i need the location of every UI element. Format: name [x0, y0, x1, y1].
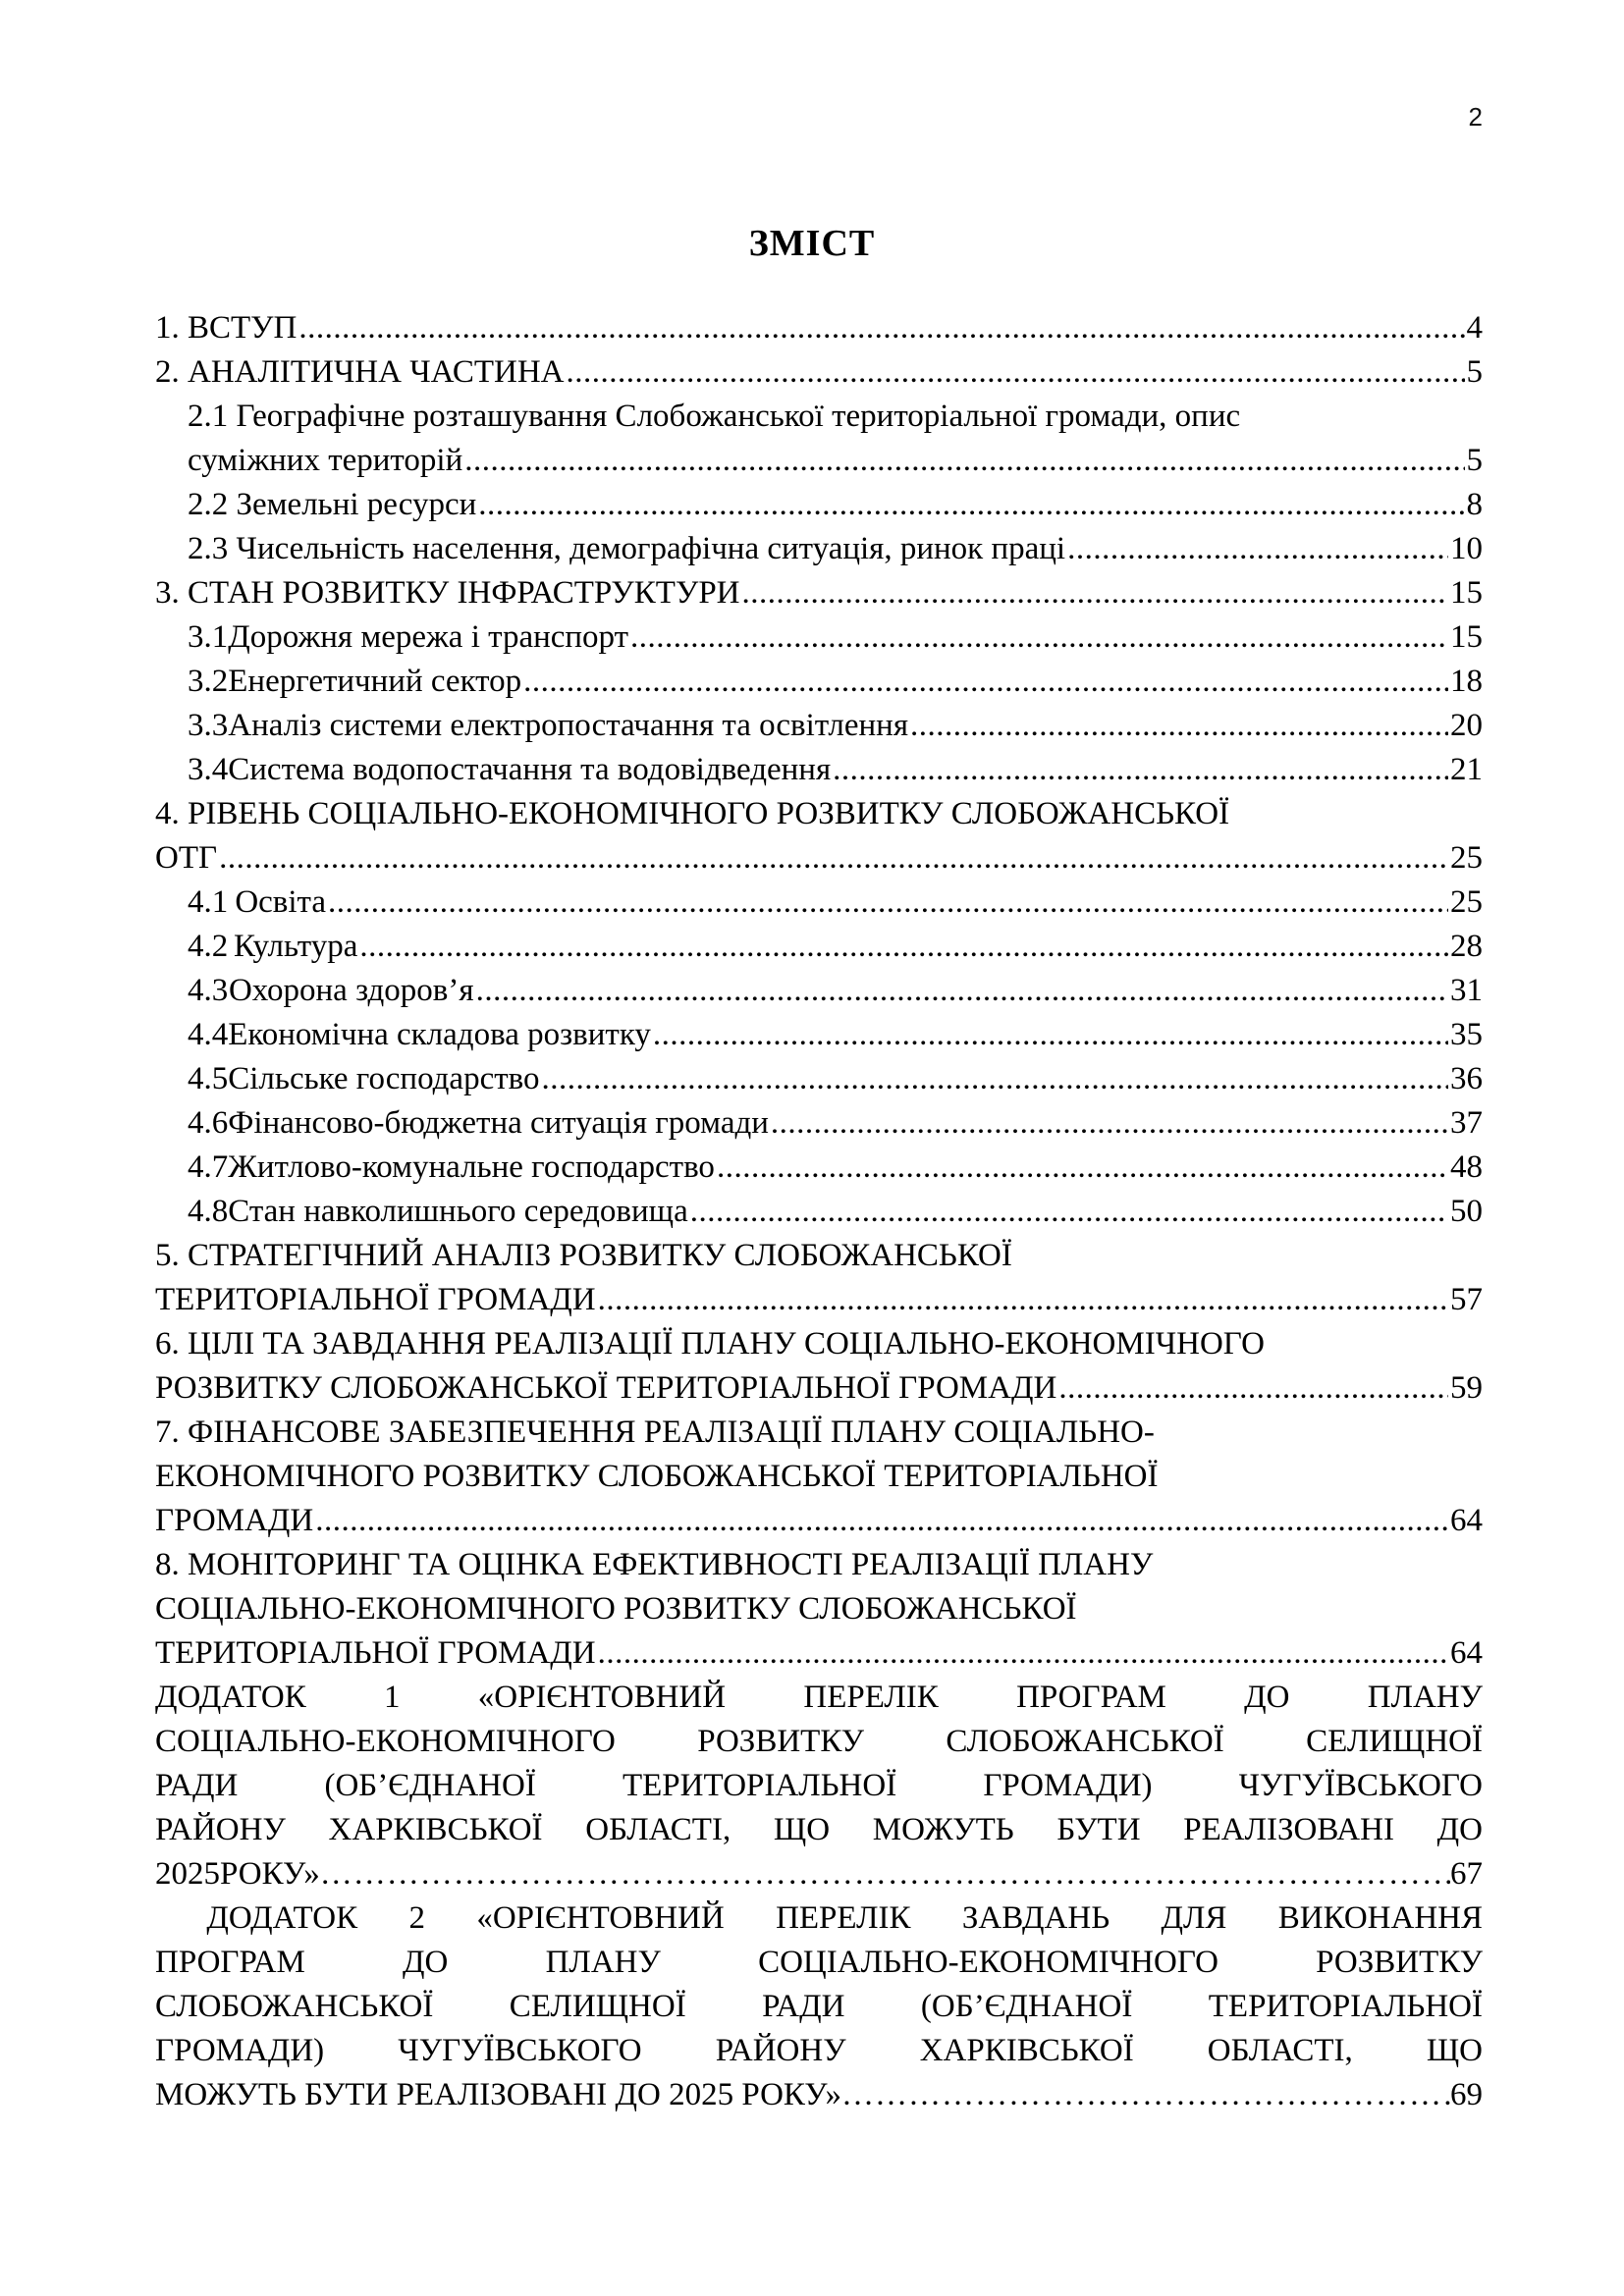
toc-entry-last-line	[155, 1499, 1483, 1543]
toc-entry-last-line	[155, 2073, 1483, 2117]
toc-page-number: 69	[1450, 2077, 1483, 2112]
toc-entry-appendix-1[interactable]	[155, 1676, 1483, 1896]
toc-page-number: 37	[1450, 1105, 1483, 1141]
toc-entry-last-line	[155, 1631, 1483, 1676]
toc-leader-dots	[717, 1146, 1448, 1190]
toc-page-number: 59	[1450, 1370, 1483, 1406]
toc-page-number: 64	[1450, 1635, 1483, 1671]
toc-page-number: 35	[1450, 1017, 1483, 1052]
toc-entry-title: 1. ВСТУП	[155, 310, 298, 346]
toc-page-number: 5	[1466, 354, 1483, 390]
toc-entry-number: 4.1	[188, 884, 229, 920]
toc-leader-dots	[328, 881, 1448, 925]
toc-entry-financing[interactable]	[155, 1411, 1483, 1543]
toc-page-number: 4	[1466, 310, 1483, 346]
toc-leader-dots	[653, 1013, 1448, 1057]
toc-page-number: 31	[1450, 973, 1483, 1008]
toc-leader-dots	[523, 660, 1448, 704]
toc-entry-title-line: ТЕРИТОРІАЛЬНОЇ ГРОМАДИ	[155, 1635, 596, 1671]
toc-entry-title: Освіта	[235, 884, 327, 920]
toc-entry-title-line: СОЦІАЛЬНО-ЕКОНОМІЧНОГО РОЗВИТКУ СЛОБОЖАНСЬКОЇ	[155, 1591, 1077, 1627]
toc-entry-title-line: ДОДАТОК 1 «ОРІЄНТОВНИЙ ПЕРЕЛІК ПРОГРАМ ДО ПЛАНУ	[155, 1680, 1483, 1715]
toc-entry-last-line	[155, 1852, 1483, 1896]
toc-leader-dots	[320, 1852, 1450, 1896]
toc-page-number: 10	[1450, 531, 1483, 566]
toc-entry-title-line: РОЗВИТКУ СЛОБОЖАНСЬКОЇ ТЕРИТОРІАЛЬНОЇ ГРОМАДИ	[155, 1370, 1057, 1406]
toc-page-number: 15	[1450, 575, 1483, 611]
toc-entry-number: 3.1	[188, 619, 229, 655]
toc-leader-dots	[630, 615, 1448, 660]
toc-entry-education[interactable]	[155, 881, 1483, 925]
toc-leader-dots	[476, 969, 1448, 1013]
toc-page-number: 25	[1450, 840, 1483, 876]
toc-leader-dots	[1067, 527, 1448, 571]
toc-page-number: 25	[1450, 884, 1483, 920]
toc-entry-title-line: РАДИ (ОБ’ЄДНАНОЇ ТЕРИТОРІАЛЬНОЇ ГРОМАДИ) ЧУГУЇВСЬКОГО	[155, 1768, 1483, 1803]
toc-entry-number: 4.8	[188, 1194, 229, 1229]
toc-entry-title-line: РАЙОНУ ХАРКІВСЬКОЇ ОБЛАСТІ, ЩО МОЖУТЬ БУТИ РЕАЛІЗОВАНІ ДО	[155, 1812, 1483, 1847]
toc-entry-environment[interactable]	[155, 1190, 1483, 1234]
toc-page-number: 28	[1450, 929, 1483, 964]
toc-entry-title: Аналіз системи електропостачання та освітлення	[228, 708, 909, 743]
toc-entry-title: Дорожня мережа і транспорт	[228, 619, 629, 655]
toc-entry-land-resources[interactable]	[155, 483, 1483, 527]
toc-entry-water[interactable]	[155, 748, 1483, 792]
toc-leader-dots	[841, 2073, 1450, 2117]
toc-entry-healthcare[interactable]	[155, 969, 1483, 1013]
toc-entry-number: 3.3	[188, 708, 229, 743]
toc-leader-dots	[567, 350, 1465, 395]
toc-entry-title-line: МОЖУТЬ БУТИ РЕАЛІЗОВАНІ ДО 2025 РОКУ»	[155, 2077, 842, 2112]
toc-entry-title-line: 2.1 Географічне розташування Слобожанської територіальної громади, опис	[188, 399, 1241, 434]
toc-leader-dots	[219, 836, 1448, 881]
toc-page-number: 48	[1450, 1149, 1483, 1185]
toc-entry-appendix-2[interactable]	[155, 1896, 1483, 2117]
toc-page-number: 50	[1450, 1194, 1483, 1229]
toc-entry-roads[interactable]	[155, 615, 1483, 660]
toc-entry-geography[interactable]	[155, 395, 1483, 483]
toc-leader-dots	[464, 439, 1464, 483]
toc-entry-monitoring[interactable]	[155, 1543, 1483, 1676]
toc-entry-last-line	[155, 1278, 1483, 1322]
toc-entry-title: Фінансово-бюджетна ситуація громади	[228, 1105, 769, 1141]
toc-entry-title-line: 5. СТРАТЕГІЧНИЙ АНАЛІЗ РОЗВИТКУ СЛОБОЖАНСЬКОЇ	[155, 1238, 1012, 1273]
toc-entry-title: 3. СТАН РОЗВИТКУ ІНФРАСТРУКТУРИ	[155, 575, 740, 611]
toc-entry-number: 4.5	[188, 1061, 229, 1096]
toc-entry-title: Житлово-комунальне господарство	[228, 1149, 715, 1185]
toc-leader-dots	[598, 1631, 1448, 1676]
toc-page-number: 18	[1450, 664, 1483, 699]
toc-entry-title: Економічна складова розвитку	[228, 1017, 651, 1052]
toc-entry-last-line	[155, 836, 1483, 881]
toc-leader-dots	[298, 306, 1464, 350]
toc-page-number: 36	[1450, 1061, 1483, 1096]
toc-entry-title: 2.3 Чисельність населення, демографічна ситуація, ринок праці	[188, 531, 1066, 566]
toc-entry-title: 2.2 Земельні ресурси	[188, 487, 477, 522]
toc-page-number: 64	[1450, 1503, 1483, 1538]
toc-entry-number: 3.2	[188, 664, 229, 699]
toc-leader-dots	[690, 1190, 1448, 1234]
toc-page-number: 21	[1450, 752, 1483, 787]
toc-entry-title-line: 7. ФІНАНСОВЕ ЗАБЕЗПЕЧЕННЯ РЕАЛІЗАЦІЇ ПЛАНУ СОЦІАЛЬНО-	[155, 1415, 1155, 1450]
toc-entry-number: 4.7	[188, 1149, 229, 1185]
toc-page-number: 57	[1450, 1282, 1483, 1317]
toc-leader-dots	[542, 1057, 1448, 1101]
toc-entry-last-line	[155, 1366, 1483, 1411]
toc-entry-housing[interactable]	[155, 1146, 1483, 1190]
toc-entry-title: Культура	[233, 929, 358, 964]
toc-entry-socio-economic-level[interactable]	[155, 792, 1483, 881]
toc-entry-title: Охорона здоров’я	[228, 973, 474, 1008]
toc-page-number: 8	[1466, 487, 1483, 522]
toc-entry-title: 2. АНАЛІТИЧНА ЧАСТИНА	[155, 354, 565, 390]
toc-entry-title-line: ДОДАТОК 2 «ОРІЄНТОВНИЙ ПЕРЕЛІК ЗАВДАНЬ ДЛЯ ВИКОНАННЯ	[155, 1900, 1483, 1936]
toc-leader-dots	[598, 1278, 1448, 1322]
toc-leader-dots	[910, 704, 1448, 748]
toc-entry-goals[interactable]	[155, 1322, 1483, 1411]
toc-entry-analytical-part[interactable]	[155, 350, 1483, 395]
toc-entry-title-line: ЕКОНОМІЧНОГО РОЗВИТКУ СЛОБОЖАНСЬКОЇ ТЕРИТОРІАЛЬНОЇ	[155, 1459, 1159, 1494]
toc-leader-dots	[742, 571, 1448, 615]
toc-page-number: 20	[1450, 708, 1483, 743]
page-number: 2	[1468, 102, 1483, 132]
toc-entry-title-line: 2025РОКУ»	[155, 1856, 320, 1892]
toc-leader-dots	[771, 1101, 1448, 1146]
toc-entry-introduction[interactable]	[155, 306, 1483, 350]
toc-entry-number: 4.4	[188, 1017, 229, 1052]
toc-leader-dots	[833, 748, 1448, 792]
toc-entry-number: 4.3	[188, 973, 229, 1008]
page-title: ЗМІСТ	[748, 223, 876, 264]
toc-entry-number: 4.2	[188, 929, 229, 964]
toc-entry-title-line: ОТГ	[155, 840, 218, 876]
toc-entry-title-line: ГРОМАДИ	[155, 1503, 314, 1538]
toc-leader-dots	[359, 925, 1448, 969]
toc-entry-finance[interactable]	[155, 1101, 1483, 1146]
toc-entry-title: Енергетичний сектор	[228, 664, 522, 699]
toc-entry-agriculture[interactable]	[155, 1057, 1483, 1101]
toc-leader-dots	[1058, 1366, 1448, 1411]
toc-entry-population[interactable]	[155, 527, 1483, 571]
toc-entry-title: Система водопостачання та водовідведення	[228, 752, 832, 787]
toc-entry-title-line: 8. МОНІТОРИНГ ТА ОЦІНКА ЕФЕКТИВНОСТІ РЕАЛІЗАЦІЇ ПЛАНУ	[155, 1547, 1154, 1582]
toc-entry-infrastructure[interactable]	[155, 571, 1483, 615]
toc-entry-title: Стан навколишнього середовища	[228, 1194, 688, 1229]
toc-entry-title-line: суміжних територій	[188, 443, 463, 478]
toc-entry-number: 4.6	[188, 1105, 229, 1141]
toc-entry-title-line: ПРОГРАМ ДО ПЛАНУ СОЦІАЛЬНО-ЕКОНОМІЧНОГО РОЗВИТКУ	[155, 1945, 1483, 1980]
toc-entry-title-line: СОЦІАЛЬНО-ЕКОНОМІЧНОГО РОЗВИТКУ СЛОБОЖАНСЬКОЇ СЕЛИЩНОЇ	[155, 1724, 1483, 1759]
toc-entry-title-line: 6. ЦІЛІ ТА ЗАВДАННЯ РЕАЛІЗАЦІЇ ПЛАНУ СОЦІАЛЬНО-ЕКОНОМІЧНОГО	[155, 1326, 1265, 1362]
toc-entry-title-line: ГРОМАДИ) ЧУГУЇВСЬКОГО РАЙОНУ ХАРКІВСЬКОЇ ОБЛАСТІ, ЩО	[155, 2033, 1483, 2068]
toc-entry-electricity[interactable]	[155, 704, 1483, 748]
toc-leader-dots	[315, 1499, 1448, 1543]
table-of-contents	[155, 306, 1483, 2117]
toc-entry-strategic-analysis[interactable]	[155, 1234, 1483, 1322]
toc-entry-title: Сільське господарство	[228, 1061, 540, 1096]
toc-page-number: 67	[1450, 1856, 1483, 1892]
toc-page-number: 15	[1450, 619, 1483, 655]
toc-entry-energy[interactable]	[155, 660, 1483, 704]
toc-entry-last-line	[155, 439, 1483, 483]
toc-entry-economy[interactable]	[155, 1013, 1483, 1057]
toc-page-number: 5	[1466, 443, 1483, 478]
toc-entry-culture[interactable]	[155, 925, 1483, 969]
toc-entry-number: 3.4	[188, 752, 229, 787]
toc-entry-title-line: 4. РІВЕНЬ СОЦІАЛЬНО-ЕКОНОМІЧНОГО РОЗВИТКУ СЛОБОЖАНСЬКОЇ	[155, 796, 1230, 831]
toc-entry-title-line: ТЕРИТОРІАЛЬНОЇ ГРОМАДИ	[155, 1282, 596, 1317]
toc-leader-dots	[478, 483, 1464, 527]
toc-entry-title-line: СЛОБОЖАНСЬКОЇ СЕЛИЩНОЇ РАДИ (ОБ’ЄДНАНОЇ ТЕРИТОРІАЛЬНОЇ	[155, 1989, 1483, 2024]
